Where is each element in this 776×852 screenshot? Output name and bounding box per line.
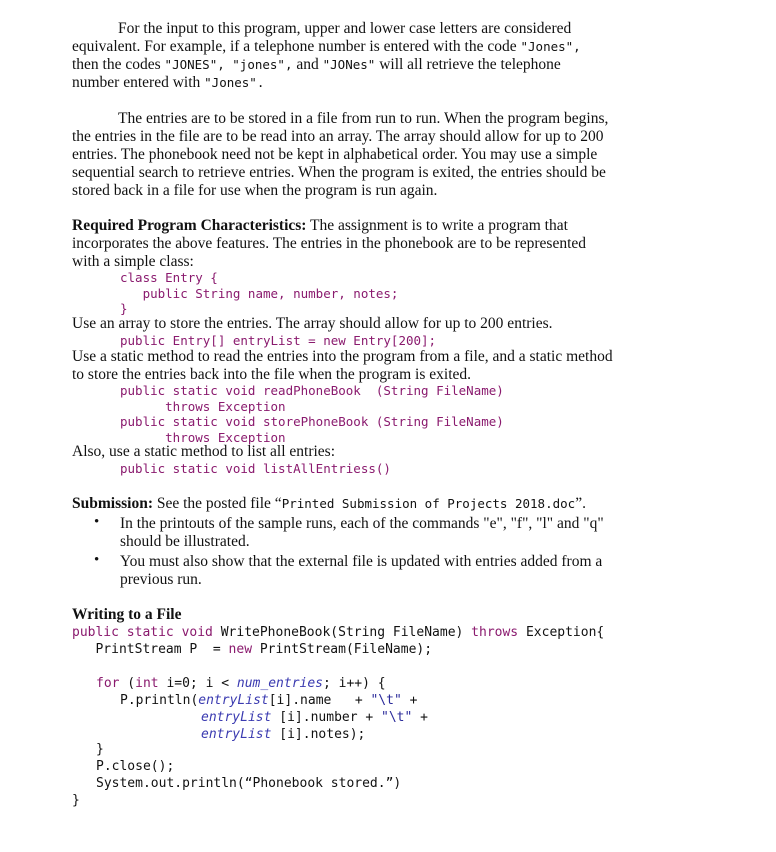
entrylist-2: entryList	[201, 710, 272, 725]
array-text: Use an array to store the entries. The array should allow for up to 200 entries.	[72, 315, 553, 332]
writing-heading-text: Writing to a File	[72, 606, 182, 623]
submission-line	[72, 495, 586, 513]
entrylist-2-b: [i].number +	[271, 710, 382, 725]
for-b: i=0; i <	[158, 676, 237, 691]
for-close-brace: }	[96, 742, 104, 757]
ps-b: PrintStream(FileName);	[252, 642, 433, 657]
para1-line3-text-b: and	[292, 56, 323, 73]
sig-throws: throws	[471, 625, 519, 640]
for-int: int	[135, 676, 159, 691]
entrylist-number-line	[201, 709, 428, 726]
bullet-icon: •	[94, 552, 100, 568]
entrylist-3: entryList	[201, 727, 272, 742]
for-keyword: for	[96, 676, 120, 691]
for-line	[96, 675, 386, 692]
p-close-line: P.close();	[96, 759, 175, 774]
static-text-line2: to store the entries back into the file when the program is exited.	[72, 366, 472, 383]
bullet-icon: •	[94, 514, 100, 530]
para1-line2	[72, 38, 581, 56]
sig-name: WritePhoneBook(String FileName)	[220, 625, 472, 640]
println-line	[120, 692, 417, 709]
sysout-line: System.out.println(“Phonebook stored.”)	[96, 776, 402, 791]
code-jones-2: "Jones".	[204, 75, 265, 90]
entrylist-3-b: [i].notes);	[271, 727, 366, 742]
para1-line3-text-a: then the codes	[72, 56, 165, 73]
para2-line2: the entries in the file are to be read into an array. The array should allow for up to 200	[72, 128, 604, 145]
write-signature	[72, 624, 604, 641]
for-var: num_entries	[236, 676, 323, 691]
tab-string-1: "\t"	[370, 693, 402, 708]
para1-line3	[72, 56, 561, 74]
sig-exception: Exception{	[518, 625, 605, 640]
tab-string-2: "\t"	[381, 710, 413, 725]
para1-line4	[72, 74, 264, 92]
list-code: public static void listAllEntriess()	[120, 461, 391, 476]
plus-2: +	[412, 710, 428, 725]
para2-line4: sequential search to retrieve entries. When the program is exited, the entries should be	[72, 164, 606, 181]
static-text-line1: Use a static method to read the entries into the program from a file, and a static method	[72, 348, 613, 365]
code-JONES: "JONES", "jones",	[164, 57, 293, 72]
para1-line1: For the input to this program, upper and lower case letters are considered	[118, 20, 572, 37]
entrylist-notes-line	[201, 726, 365, 743]
plus-1: +	[401, 693, 418, 708]
requirements-line1-text: The assignment is to write a program that	[306, 217, 568, 234]
requirements-line3: with a simple class:	[72, 253, 194, 270]
code-JONes: "JONes"	[322, 57, 376, 72]
bullet1-line1: In the printouts of the sample runs, each of the commands "e", "f", "l" and "q"	[120, 515, 604, 532]
para2-line5: stored back in a file for use when the program is run again.	[72, 182, 438, 199]
ps-a: PrintStream P =	[72, 642, 229, 657]
requirements-line2: incorporates the above features. The entries in the phonebook are to be represented	[72, 235, 587, 252]
for-a: (	[119, 676, 136, 691]
println-var: entryList	[198, 693, 269, 708]
para1-line3-text-c: will all retrieve the telephone	[375, 56, 561, 73]
method-close-brace: }	[72, 793, 80, 808]
para1-line2-text: equivalent. For example, if a telephone number is entered with the code	[72, 38, 521, 55]
para2-line1: The entries are to be stored in a file from run to run. When the program begins,	[118, 110, 609, 127]
code-jones: "Jones",	[520, 39, 581, 54]
list-text: Also, use a static method to list all entries:	[72, 443, 336, 460]
printstream-line	[72, 641, 432, 658]
class-entry-code: class Entry { public String name, number, notes; }	[120, 270, 399, 316]
requirements-line1	[72, 217, 568, 235]
bullet2-line2: previous run.	[120, 571, 202, 588]
bullet2-line1: You must also show that the external file is updated with entries added from a	[120, 553, 603, 570]
println-a: P.println(	[120, 693, 199, 708]
para2-line3: entries. The phonebook need not be kept in alphabetical order. You may use a simple	[72, 146, 598, 163]
for-c: ; i++) {	[323, 676, 386, 691]
para1-line4-text: number entered with	[72, 74, 205, 91]
sig-keywords: public static void	[72, 625, 221, 640]
submission-file-name: Printed Submission of Projects 2018.doc	[281, 496, 576, 511]
writing-heading	[72, 606, 182, 624]
read-store-code: public static void readPhoneBook (String FileName) throws Exception public static void storePhoneBook (String FileName) throws Exception	[120, 383, 504, 445]
println-b: [i].name +	[268, 693, 371, 708]
submission-heading: Submission:	[72, 495, 153, 512]
submission-text-b: ”.	[575, 495, 586, 512]
ps-new: new	[228, 642, 253, 657]
array-code: public Entry[] entryList = new Entry[200];	[120, 333, 437, 348]
requirements-heading: Required Program Characteristics:	[72, 217, 307, 234]
bullet1-line2: should be illustrated.	[120, 533, 250, 550]
submission-text-a: See the posted file “	[152, 495, 282, 512]
